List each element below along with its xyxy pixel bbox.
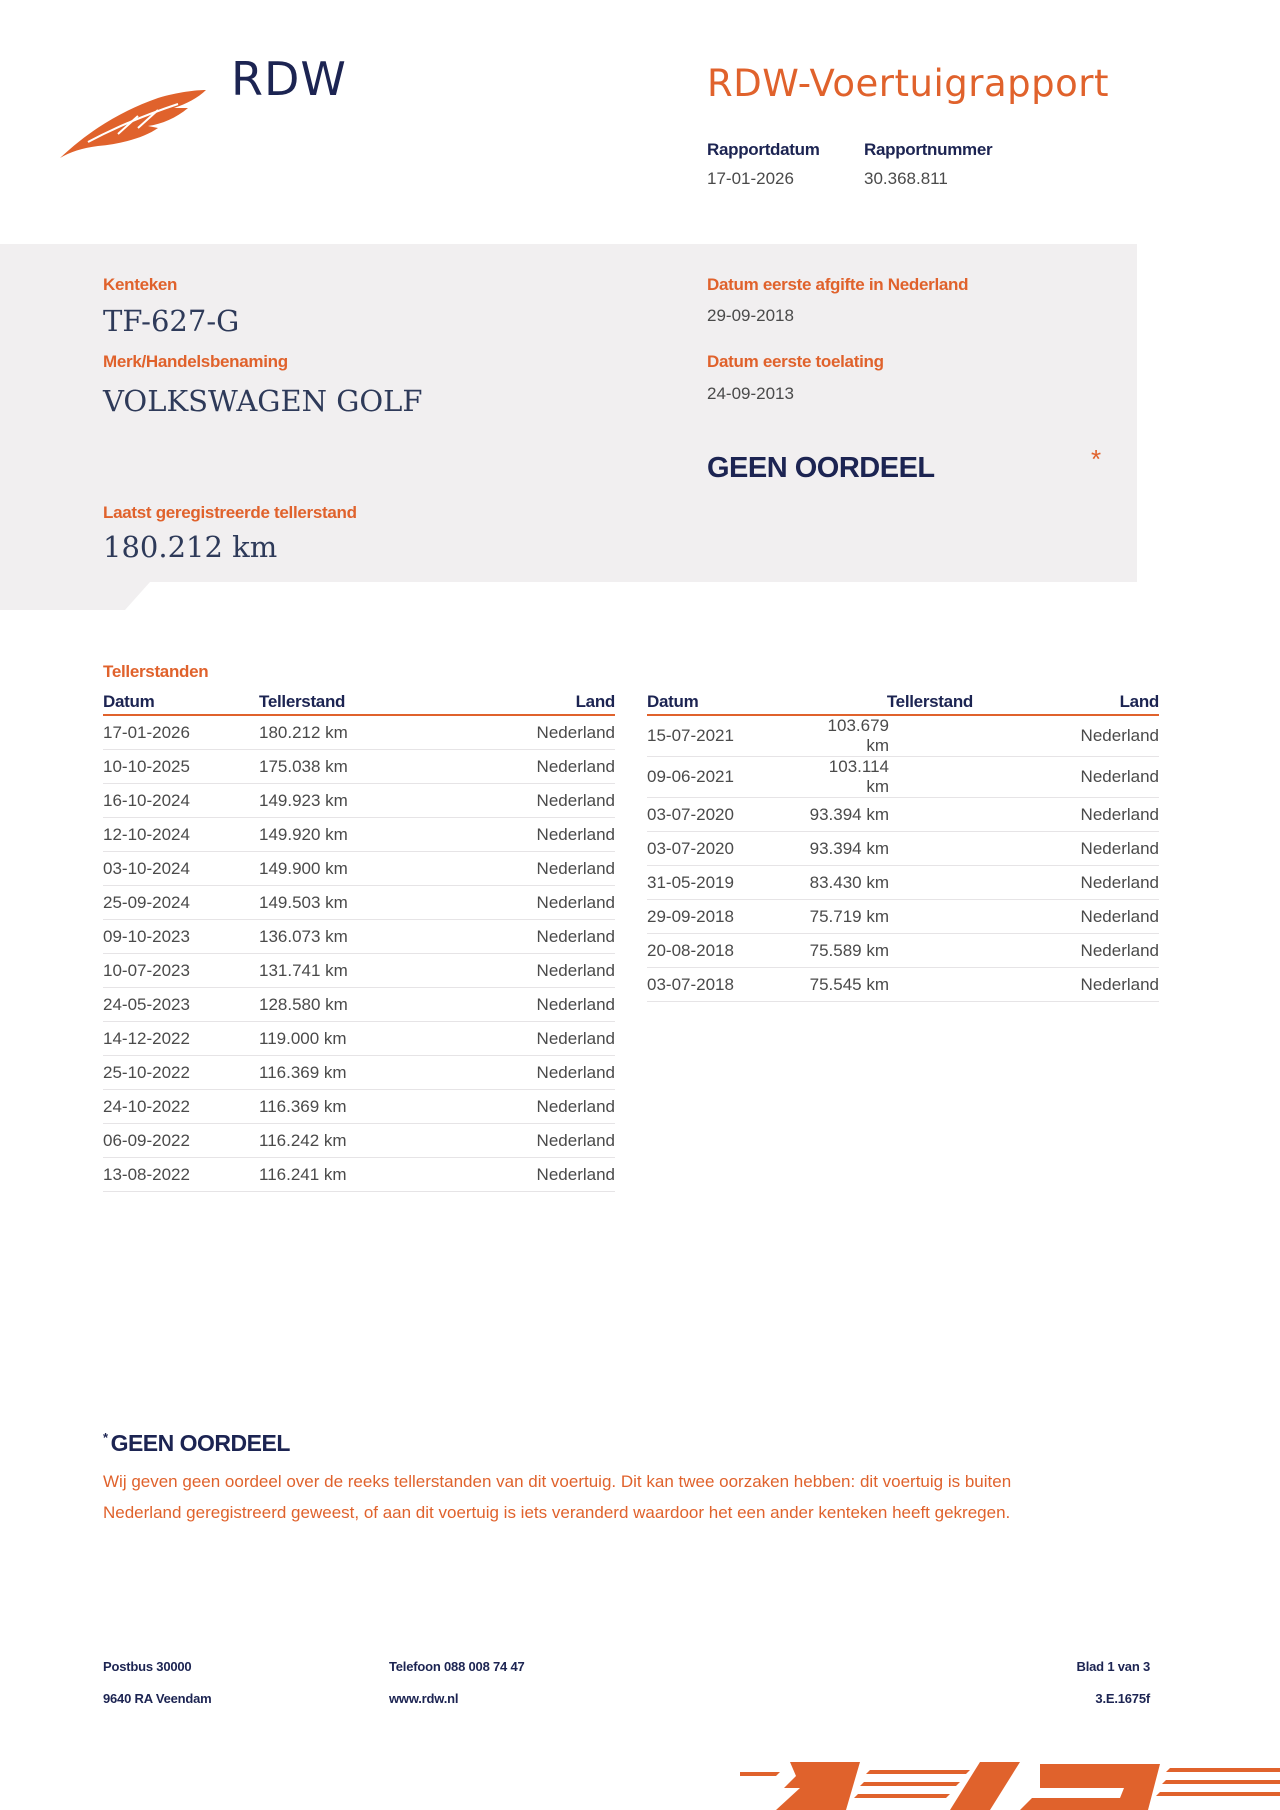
report-number-label: Rapportnummer xyxy=(864,140,993,159)
table-row xyxy=(103,1022,615,1056)
cell-country: Nederland xyxy=(429,852,615,886)
cell-odometer: 180.212 km xyxy=(259,715,429,750)
cell-date: 10-07-2023 xyxy=(103,954,259,988)
cell-date: 25-10-2022 xyxy=(103,1056,259,1090)
table-row xyxy=(103,920,615,954)
cell-odometer: 131.741 km xyxy=(259,954,429,988)
cell-odometer: 136.073 km xyxy=(259,920,429,954)
cell-date: 03-10-2024 xyxy=(103,852,259,886)
table-header-row xyxy=(103,690,615,715)
cell-odometer: 75.545 km xyxy=(803,968,973,1002)
cell-country: Nederland xyxy=(429,988,615,1022)
table-row xyxy=(103,818,615,852)
cell-country: Nederland xyxy=(973,866,1159,900)
cell-date: 10-10-2025 xyxy=(103,750,259,784)
footnote-text: Wij geven geen oordeel over de reeks tellerstanden van dit voertuig. Dit kan twee oorzaken hebben: dit voertuig is buiten Nederland geregistreerd geweest, of aan dit voertuig is iets veranderd waardoor het een ander kenteken heeft gekregen. xyxy=(103,1472,1012,1522)
cell-odometer: 175.038 km xyxy=(259,750,429,784)
table-row xyxy=(103,886,615,920)
table-row xyxy=(103,1124,615,1158)
cell-odometer: 93.394 km xyxy=(803,798,973,832)
cell-date: 14-12-2022 xyxy=(103,1022,259,1056)
cell-country: Nederland xyxy=(973,968,1159,1002)
table-row xyxy=(647,934,1159,968)
cell-odometer: 75.589 km xyxy=(803,934,973,968)
footnote-title xyxy=(103,1430,290,1457)
cell-date: 17-01-2026 xyxy=(103,715,259,750)
cell-odometer: 93.394 km xyxy=(803,832,973,866)
first-nl-value: 29-09-2018 xyxy=(707,306,794,325)
odometer-value: 180.212 km xyxy=(103,530,278,564)
cell-date: 09-06-2021 xyxy=(647,757,803,798)
table-row xyxy=(647,832,1159,866)
table-row xyxy=(647,715,1159,757)
cell-date: 25-09-2024 xyxy=(103,886,259,920)
first-nl-label: Datum eerste afgifte in Nederland xyxy=(707,275,969,294)
odometer-table-left xyxy=(103,690,615,1192)
table-row xyxy=(647,866,1159,900)
cell-country: Nederland xyxy=(429,1022,615,1056)
footnote-marker: * xyxy=(103,1430,108,1445)
table-row xyxy=(103,784,615,818)
rdw-stripes-graphic xyxy=(740,1758,1280,1810)
brand-label: Merk/Handelsbenaming xyxy=(103,352,288,371)
cell-country: Nederland xyxy=(429,715,615,750)
first-admission-label: Datum eerste toelating xyxy=(707,352,884,371)
cell-date: 29-09-2018 xyxy=(647,900,803,934)
cell-odometer: 149.923 km xyxy=(259,784,429,818)
report-date: 17-01-2026 xyxy=(707,169,794,188)
cell-country: Nederland xyxy=(973,757,1159,798)
verdict-text: GEEN OORDEEL xyxy=(707,452,935,484)
odometer-table-right-body xyxy=(647,715,1159,1002)
table-row xyxy=(103,954,615,988)
footer-address-line1: Postbus 30000 xyxy=(103,1659,192,1674)
cell-date: 06-09-2022 xyxy=(103,1124,259,1158)
rdw-logo-icon xyxy=(58,82,210,162)
cell-odometer: 103.114 km xyxy=(803,757,973,798)
cell-date: 13-08-2022 xyxy=(103,1158,259,1192)
cell-odometer: 83.430 km xyxy=(803,866,973,900)
cell-country: Nederland xyxy=(429,954,615,988)
logo-text: RDW xyxy=(231,52,347,106)
cell-date: 31-05-2019 xyxy=(647,866,803,900)
column-header-country: Land xyxy=(429,690,615,715)
footer-phone: Telefoon 088 008 74 47 xyxy=(389,1659,525,1674)
cell-date: 16-10-2024 xyxy=(103,784,259,818)
cell-country: Nederland xyxy=(429,750,615,784)
column-header-country: Land xyxy=(973,690,1159,715)
footnote-title-text: GEEN OORDEEL xyxy=(110,1430,290,1456)
odometer-table-left-body xyxy=(103,715,615,1192)
cell-date: 24-10-2022 xyxy=(103,1090,259,1124)
cell-date: 20-08-2018 xyxy=(647,934,803,968)
table-row xyxy=(647,757,1159,798)
cell-country: Nederland xyxy=(973,798,1159,832)
cell-country: Nederland xyxy=(429,1056,615,1090)
column-header-odometer: Tellerstand xyxy=(259,690,429,715)
cell-date: 03-07-2020 xyxy=(647,798,803,832)
verdict-asterisk[interactable]: * xyxy=(1091,444,1102,474)
cell-country: Nederland xyxy=(429,886,615,920)
cell-odometer: 103.679 km xyxy=(803,715,973,757)
cell-date: 09-10-2023 xyxy=(103,920,259,954)
table-row xyxy=(103,988,615,1022)
panel-notch xyxy=(0,582,150,610)
footer-website-link[interactable]: www.rdw.nl xyxy=(389,1691,459,1706)
footer-address-line2: 9640 RA Veendam xyxy=(103,1691,212,1706)
table-row xyxy=(103,1090,615,1124)
cell-country: Nederland xyxy=(973,715,1159,757)
cell-odometer: 149.920 km xyxy=(259,818,429,852)
table-row xyxy=(647,798,1159,832)
cell-country: Nederland xyxy=(973,832,1159,866)
column-header-date: Datum xyxy=(647,690,803,715)
cell-date: 12-10-2024 xyxy=(103,818,259,852)
cell-date: 03-07-2018 xyxy=(647,968,803,1002)
cell-odometer: 119.000 km xyxy=(259,1022,429,1056)
table-row xyxy=(103,750,615,784)
table-row xyxy=(103,852,615,886)
footer-page-number: Blad 1 van 3 xyxy=(1076,1659,1150,1674)
cell-country: Nederland xyxy=(429,1124,615,1158)
cell-odometer: 149.900 km xyxy=(259,852,429,886)
plate-value: TF-627-G xyxy=(103,304,240,338)
cell-odometer: 116.369 km xyxy=(259,1056,429,1090)
cell-country: Nederland xyxy=(429,1158,615,1192)
cell-country: Nederland xyxy=(973,900,1159,934)
odometer-table-right xyxy=(647,690,1159,1002)
report-number: 30.368.811 xyxy=(864,169,948,188)
footer-document-code: 3.E.1675f xyxy=(1095,1691,1150,1706)
cell-odometer: 116.369 km xyxy=(259,1090,429,1124)
cell-odometer: 128.580 km xyxy=(259,988,429,1022)
plate-label: Kenteken xyxy=(103,275,178,294)
cell-country: Nederland xyxy=(429,1090,615,1124)
cell-country: Nederland xyxy=(429,784,615,818)
cell-country: Nederland xyxy=(973,934,1159,968)
cell-country: Nederland xyxy=(429,920,615,954)
report-title: RDW-Voertuigrapport xyxy=(707,62,1109,105)
odometer-history-title: Tellerstanden xyxy=(103,662,209,681)
cell-odometer: 116.241 km xyxy=(259,1158,429,1192)
brand-value: VOLKSWAGEN GOLF xyxy=(103,384,423,418)
cell-odometer: 149.503 km xyxy=(259,886,429,920)
report-date-label: Rapportdatum xyxy=(707,140,820,159)
column-header-date: Datum xyxy=(103,690,259,715)
table-row xyxy=(647,968,1159,1002)
cell-date: 03-07-2020 xyxy=(647,832,803,866)
cell-date: 24-05-2023 xyxy=(103,988,259,1022)
table-row xyxy=(103,715,615,750)
table-row xyxy=(647,900,1159,934)
table-header-row xyxy=(647,690,1159,715)
table-row xyxy=(103,1056,615,1090)
cell-odometer: 75.719 km xyxy=(803,900,973,934)
table-row xyxy=(103,1158,615,1192)
cell-date: 15-07-2021 xyxy=(647,715,803,757)
odometer-label: Laatst geregistreerde tellerstand xyxy=(103,503,357,522)
column-header-odometer: Tellerstand xyxy=(803,690,973,715)
first-admission-value: 24-09-2013 xyxy=(707,384,794,403)
cell-country: Nederland xyxy=(429,818,615,852)
cell-odometer: 116.242 km xyxy=(259,1124,429,1158)
